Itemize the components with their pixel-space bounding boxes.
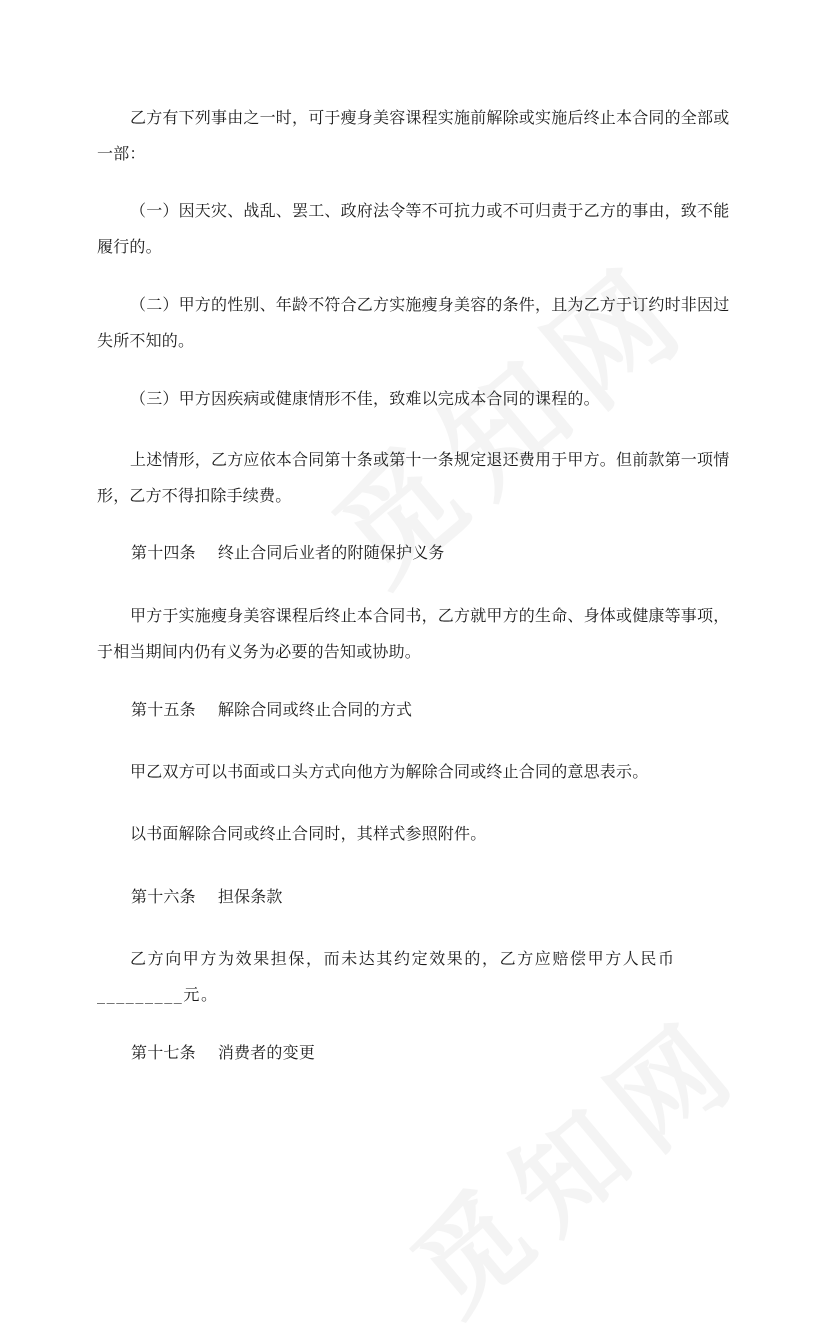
paragraph-termination-reasons: 乙方有下列事由之一时，可于瘦身美容课程实施前解除或实施后终止本合同的全部或一部：	[97, 108, 730, 163]
paragraph-item-1: （一）因天灾、战乱、罢工、政府法令等不可抗力或不可归责于乙方的事由，致不能履行的。	[97, 201, 730, 256]
article-number: 第十六条	[131, 887, 196, 906]
article-heading-15	[131, 692, 771, 728]
paragraph-termination-method: 甲乙双方可以书面或口头方式向他方为解除合同或终止合同的意思表示。	[130, 762, 649, 781]
article-heading-17	[131, 1035, 771, 1071]
article-number: 第十七条	[131, 1043, 196, 1062]
article-title: 消费者的变更	[217, 1043, 316, 1062]
paragraph-item-2: （二）甲方的性别、年龄不符合乙方实施瘦身美容的条件，且为乙方于订约时非因过失所不知的。	[97, 295, 730, 350]
paragraph-guarantee: 乙方向甲方为效果担保，而未达其约定效果的，乙方应赔偿甲方人民币_________元。	[97, 949, 676, 1004]
paragraph-item-3: （三）甲方因疾病或健康情形不佳，致难以完成本合同的课程的。	[130, 389, 600, 408]
article-heading-16	[131, 879, 771, 915]
article-title: 解除合同或终止合同的方式	[217, 700, 413, 719]
paragraph-refund-rule: 上述情形，乙方应依本合同第十条或第十一条规定退还费用于甲方。但前款第一项情形，乙方不得扣除手续费。	[97, 450, 730, 505]
article-number: 第十五条	[131, 700, 196, 719]
watermark	[374, 975, 770, 1343]
article-title: 担保条款	[217, 887, 283, 906]
article-heading-14	[131, 535, 771, 571]
article-number: 第十四条	[131, 543, 196, 562]
paragraph-written-form: 以书面解除合同或终止合同时，其样式参照附件。	[130, 824, 487, 843]
article-title: 终止合同后业者的附随保护义务	[217, 543, 445, 562]
paragraph-protection-duty: 甲方于实施瘦身美容课程后终止本合同书，乙方就甲方的生命、身体或健康等事项，于相当期间内仍有义务为必要的告知或协助。	[97, 606, 730, 661]
